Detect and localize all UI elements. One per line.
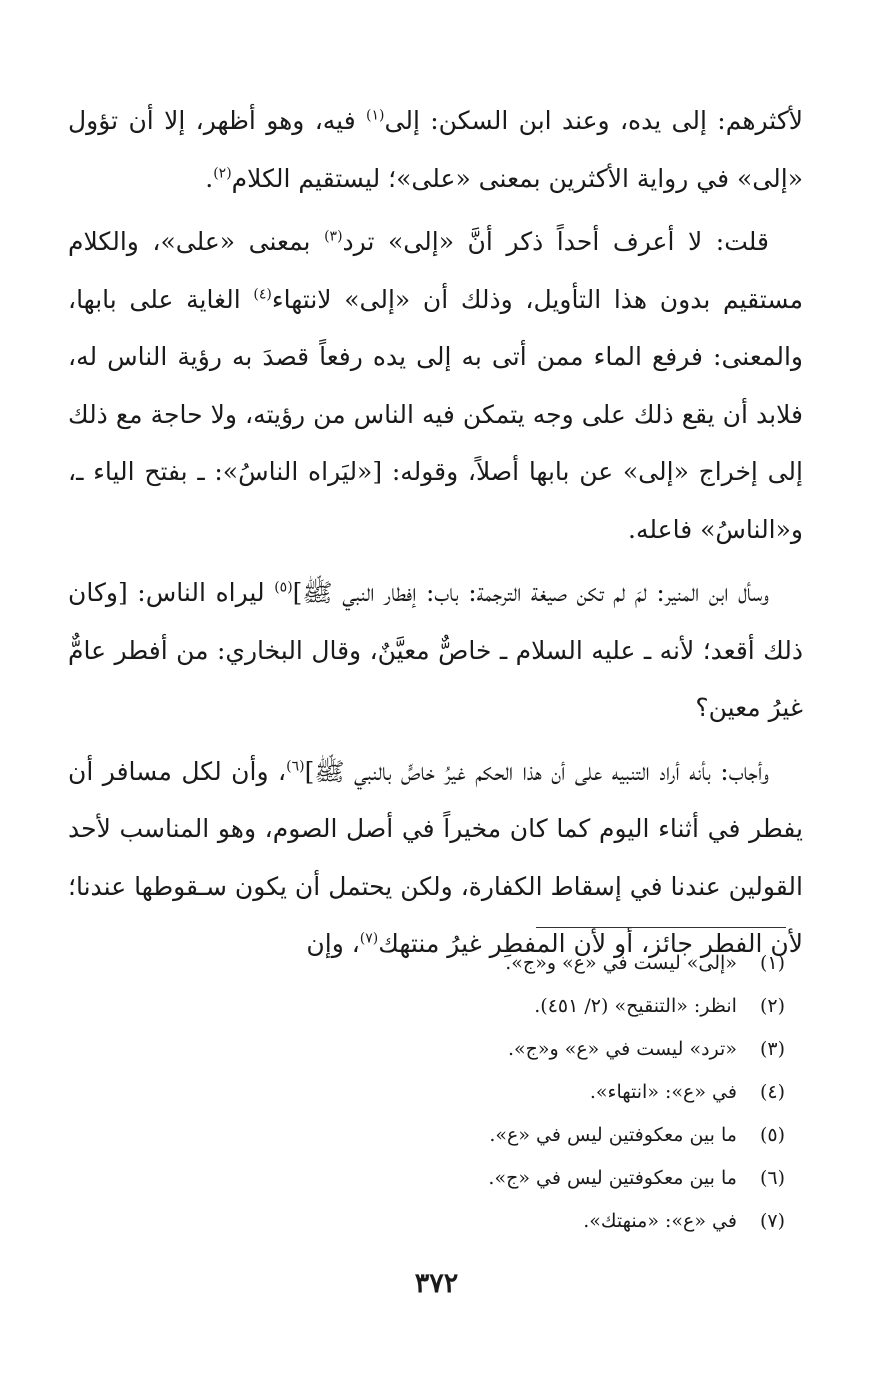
footnote-item [85, 1028, 785, 1071]
footnote-ref-2: (٢) [213, 165, 232, 182]
footnote-text: في «ع»: «منهتك». [583, 1210, 737, 1232]
paragraph-1 [68, 92, 803, 207]
text-segment: الغاية على بابها، والمعنى: فرفع الماء ممن أتى به إلى يده رفعاً قصدَ به رؤية الناس له، فلابد أن يقع ذلك على وجه يتمكن فيه الناس من رؤيته، ولا حاجة مع ذلك إلى إخراج «إلى» عن بابها أصلاً، وقوله: [«ليَراه الناسُ»: ـ بفتح الياء ـ، و«الناسُ» فاعله. [68, 284, 803, 544]
footnote-item [85, 1114, 785, 1157]
text-segment: . [205, 163, 214, 193]
footnote-number: (٣) [759, 1038, 785, 1060]
footnote-text: ما بين معكوفتين ليس في «ع». [489, 1124, 737, 1146]
footnote-ref-5: (٥) [274, 579, 293, 596]
footnote-text: ما بين معكوفتين ليس في «ج». [488, 1167, 737, 1189]
footnote-number: (٢) [759, 995, 785, 1017]
text-segment: ، وإن [306, 929, 360, 958]
paragraph-3 [68, 564, 803, 737]
footnote-ref-6: (٦) [286, 758, 305, 775]
text-segment: بمعنى «على»، والكلام مستقيم بدون هذا التأويل، وذلك أن «إلى» لانتهاء [68, 227, 804, 314]
main-text [68, 92, 803, 979]
text-segment: وسأل ابن المنير: لمَ لم تكن صيغة الترجمة: باب: إفطار النبي ﷺ] [292, 578, 769, 607]
footnote-item [85, 985, 785, 1028]
footnote-number: (٤) [759, 1081, 785, 1103]
footnote-number: (٧) [759, 1210, 785, 1232]
footnote-item [85, 1071, 785, 1114]
text-segment: ليراه الناس: [وكان ذلك أقعد؛ لأنه ـ عليه السلام ـ خاصٌّ معيَّنٌ، وقال البخاري: من أفطر عامٌّ غيرُ معين؟ [68, 578, 803, 722]
footnote-ref-7: (٧) [359, 930, 379, 947]
text-segment: ، وأن لكل مسافر أن يفطر في أثناء اليوم كما كان مخيراً في أصل الصوم، وهو المناسب لأحد القولين عندنا في إسقاط الكفارة، ولكن يحتمل أن يكون سـقوطها عندنا؛ لأن الفطر جائز، أو لأن المفطِر غيرُ منتهك [68, 756, 803, 958]
footnote-item [85, 1157, 785, 1200]
paragraph-4 [68, 743, 803, 973]
footnote-number: (١) [759, 952, 785, 974]
footnote-text: في «ع»: «انتهاء». [589, 1081, 737, 1103]
footnote-number: (٥) [759, 1124, 785, 1146]
footnote-item [85, 942, 785, 985]
footnote-number: (٦) [759, 1167, 785, 1189]
footnote-divider [536, 927, 786, 928]
footnotes-list [85, 942, 785, 1243]
text-segment: فيه، وهو أظهر، إلا أن تؤول «إلى» في رواية الأكثرين بمعنى «على»؛ ليستقيم الكلام [68, 106, 803, 193]
text-segment: لأكثرهم: إلى يده، وعند ابن السكن: إلى [384, 106, 804, 135]
footnote-text: «إلى» ليست في «ع» و«ج». [505, 952, 737, 974]
paragraph-2 [68, 213, 803, 558]
text-segment: وأجاب: بأنه أراد التنبيه على أن هذا الحكم غيرُ خاصٍّ بالنبي ﷺ] [304, 756, 769, 786]
page-number: ٣٧٢ [414, 1268, 459, 1299]
footnote-text: انظر: «التنقيح» (٢/ ٤٥١). [534, 995, 737, 1017]
footnote-item [85, 1200, 785, 1243]
footnote-ref-4: (٤) [253, 286, 272, 303]
footnote-ref-1: (١) [366, 107, 385, 124]
footnote-ref-3: (٣) [324, 228, 343, 245]
text-segment: قلت: لا أعرف أحداً ذكر أنَّ «إلى» ترد [342, 227, 769, 256]
footnote-text: «ترد» ليست في «ع» و«ج». [507, 1038, 737, 1060]
